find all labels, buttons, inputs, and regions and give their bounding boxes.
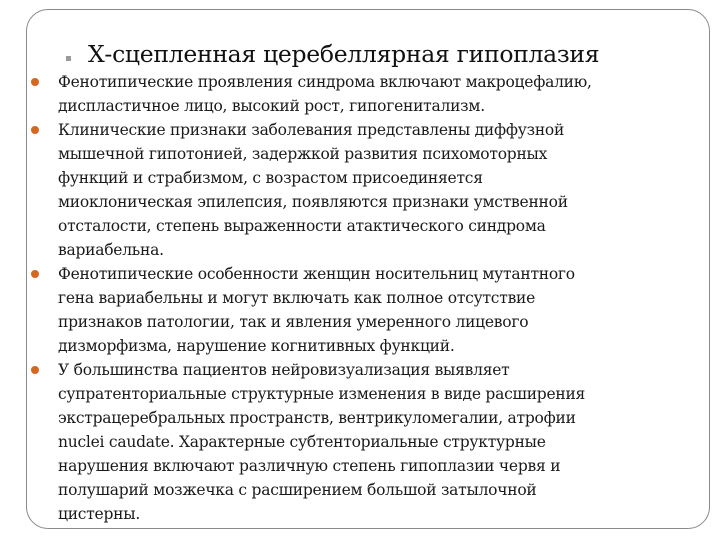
bullet-line: цистерны. <box>58 505 140 523</box>
bullet-line: Фенотипические особенности женщин носительниц мутантного <box>58 265 575 283</box>
bullet-item <box>28 118 698 262</box>
bullet-line: функций и страбизмом, с возрастом присоединяется <box>58 169 483 187</box>
bullet-list <box>28 70 698 526</box>
bullet-line: мышечной гипотонией, задержкой развития психомоторных <box>58 145 548 163</box>
bullet-item <box>28 262 698 358</box>
bullet-dot-icon <box>31 366 39 374</box>
bullet-item <box>28 70 698 118</box>
bullet-line: вариабельна. <box>58 241 164 259</box>
bullet-line: супратенториальные структурные изменения в виде расширения <box>58 385 586 403</box>
bullet-dot-icon <box>31 126 39 134</box>
bullet-line: миоклоническая эпилепсия, появляются признаки умственной <box>58 193 568 211</box>
bullet-line: дизморфизма, нарушение когнитивных функций. <box>58 337 455 355</box>
bullet-line: нарушения включают различную степень гипоплазии червя и <box>58 457 561 475</box>
bullet-line: Клинические признаки заболевания представлены диффузной <box>58 121 565 139</box>
title-row <box>66 36 599 72</box>
bullet-line: отсталости, степень выраженности атактического синдрома <box>58 217 546 235</box>
bullet-line: nuclei caudate. Характерные субтенториальные структурные <box>58 433 546 451</box>
bullet-line: гена вариабельны и могут включать как полное отсутствие <box>58 289 536 307</box>
bullet-dot-icon <box>31 270 39 278</box>
bullet-item <box>28 358 698 526</box>
bullet-line: диспластичное лицо, высокий рост, гипогенитализм. <box>58 97 485 115</box>
bullet-line: У большинства пациентов нейровизуализация выявляет <box>58 361 510 379</box>
bullet-line: экстрацеребральных пространств, вентрикуломегалии, атрофии <box>58 409 576 427</box>
bullet-line: полушарий мозжечка с расширением большой затылочной <box>58 481 537 499</box>
title-bullet-icon <box>66 56 71 61</box>
bullet-line: Фенотипические проявления синдрома включают макроцефалию, <box>58 73 592 91</box>
bullet-line: признаков патологии, так и явления умеренного лицевого <box>58 313 529 331</box>
bullet-dot-icon <box>31 78 39 86</box>
slide-title: Х-сцепленная церебеллярная гипоплазия <box>88 40 600 68</box>
